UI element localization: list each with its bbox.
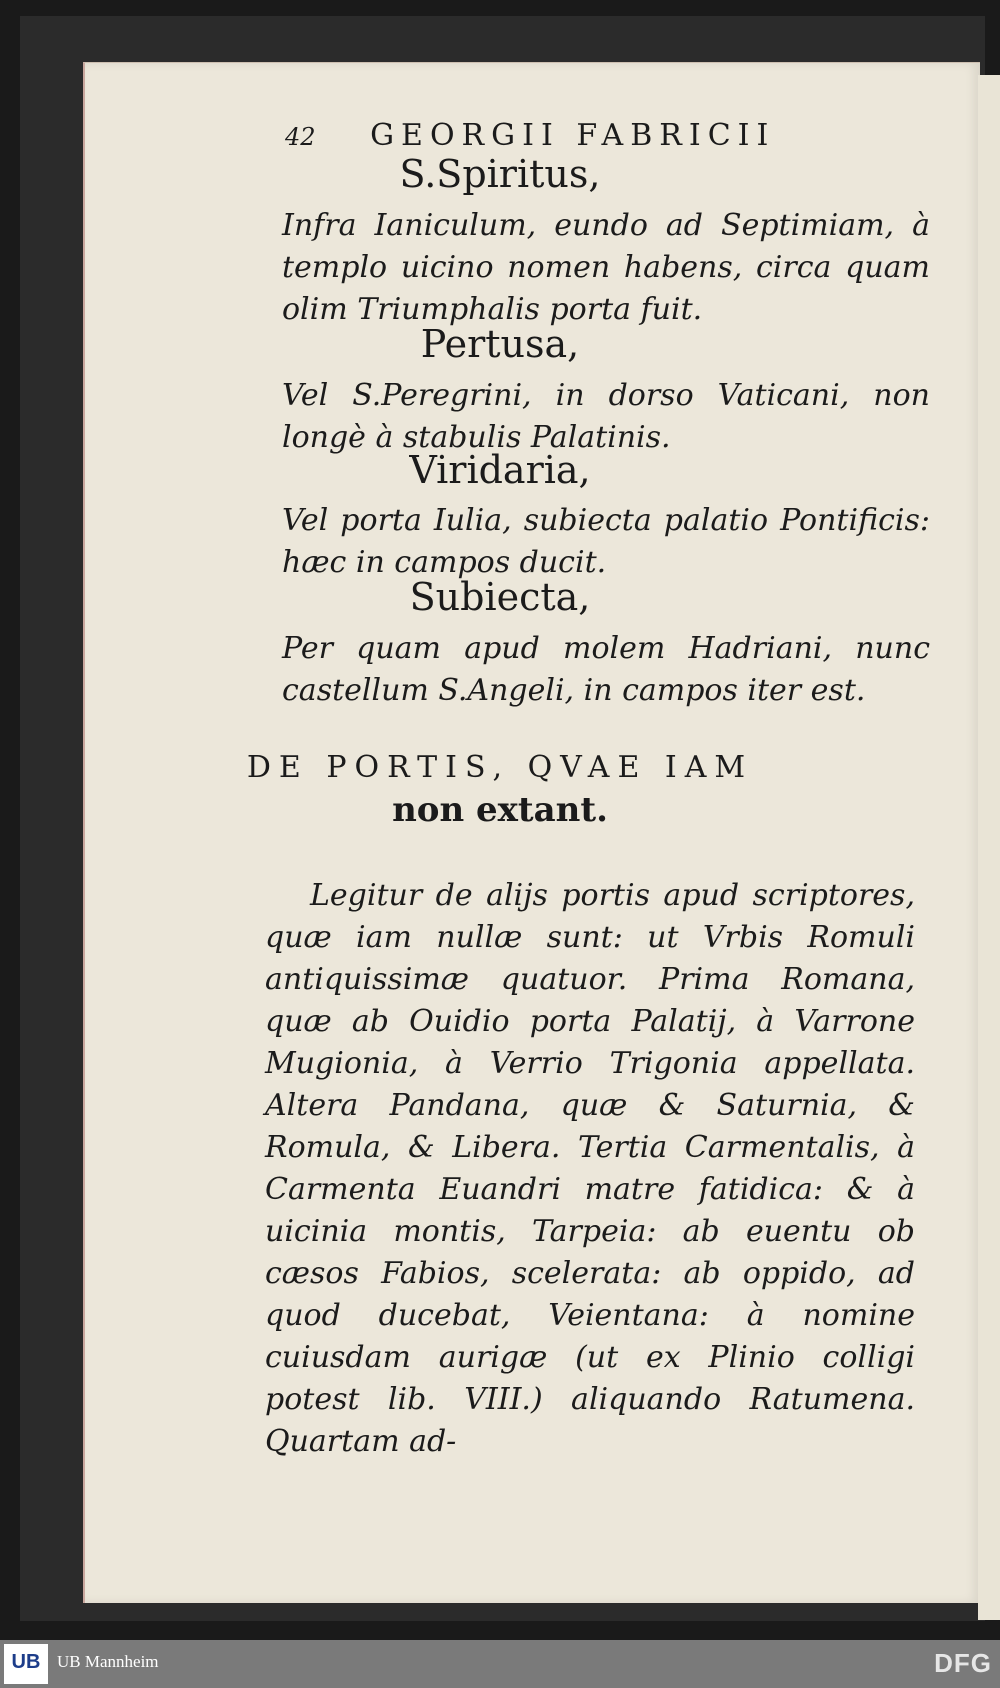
section-heading: Pertusa, xyxy=(420,322,580,366)
section-text: Per quam apud molem Hadriani, nunc castellum S.Angeli, in campos iter est. xyxy=(282,631,930,708)
section-text: Vel porta Iulia, subiecta palatio Pontificis: hæc in campos ducit. xyxy=(282,503,930,580)
viewer-footer xyxy=(0,1640,1000,1688)
page-header xyxy=(285,118,865,153)
library-name: UB Mannheim xyxy=(57,1652,159,1671)
next-page-edge xyxy=(978,75,1000,1620)
page-number: 42 xyxy=(285,123,316,151)
section-heading: S.Spiritus, xyxy=(399,152,601,196)
section-text: Vel S.Peregrini, in dorso Vaticani, non longè à stabulis Palatinis. xyxy=(282,378,930,455)
section-heading: Viridaria, xyxy=(409,448,591,492)
main-paragraph: Legitur de alijs portis apud scriptores, quæ iam nullæ sunt: ut Vrbis Romuli antiquissimæ quatuor. Prima Romana, quæ ab Ouidio porta Palatij, à Varrone Mugionia, à Verrio Trigonia appellata. Altera Pandana, quæ & Saturnia, & Romula, & Libera. Tertia Carmentalis, à Carmenta Euandri matre fatidica: & à uicinia montis, Tarpeia: ab euentu ob cæsos Fabios, scelerata: ab oppido, ad quod ducebat, Veientana: à nomine cuiusdam aurigæ (ut ex Plinio colligi potest lib. VIII.) aliquando Ratumena. Quartam ad- xyxy=(265,878,915,1459)
chapter-title: DE PORTIS, QVAE IAM xyxy=(246,750,754,785)
dfg-logo: DFG xyxy=(934,1648,992,1678)
section-heading: Subiecta, xyxy=(409,575,591,619)
section-text: Infra Ianiculum, eundo ad Septimiam, à templo uicino nomen habens, circa quam olim Triumphalis porta fuit. xyxy=(282,208,930,327)
chapter-subtitle: non extant. xyxy=(392,790,608,830)
running-title: GEORGII FABRICII xyxy=(370,118,776,153)
ub-logo: UB xyxy=(4,1644,48,1684)
